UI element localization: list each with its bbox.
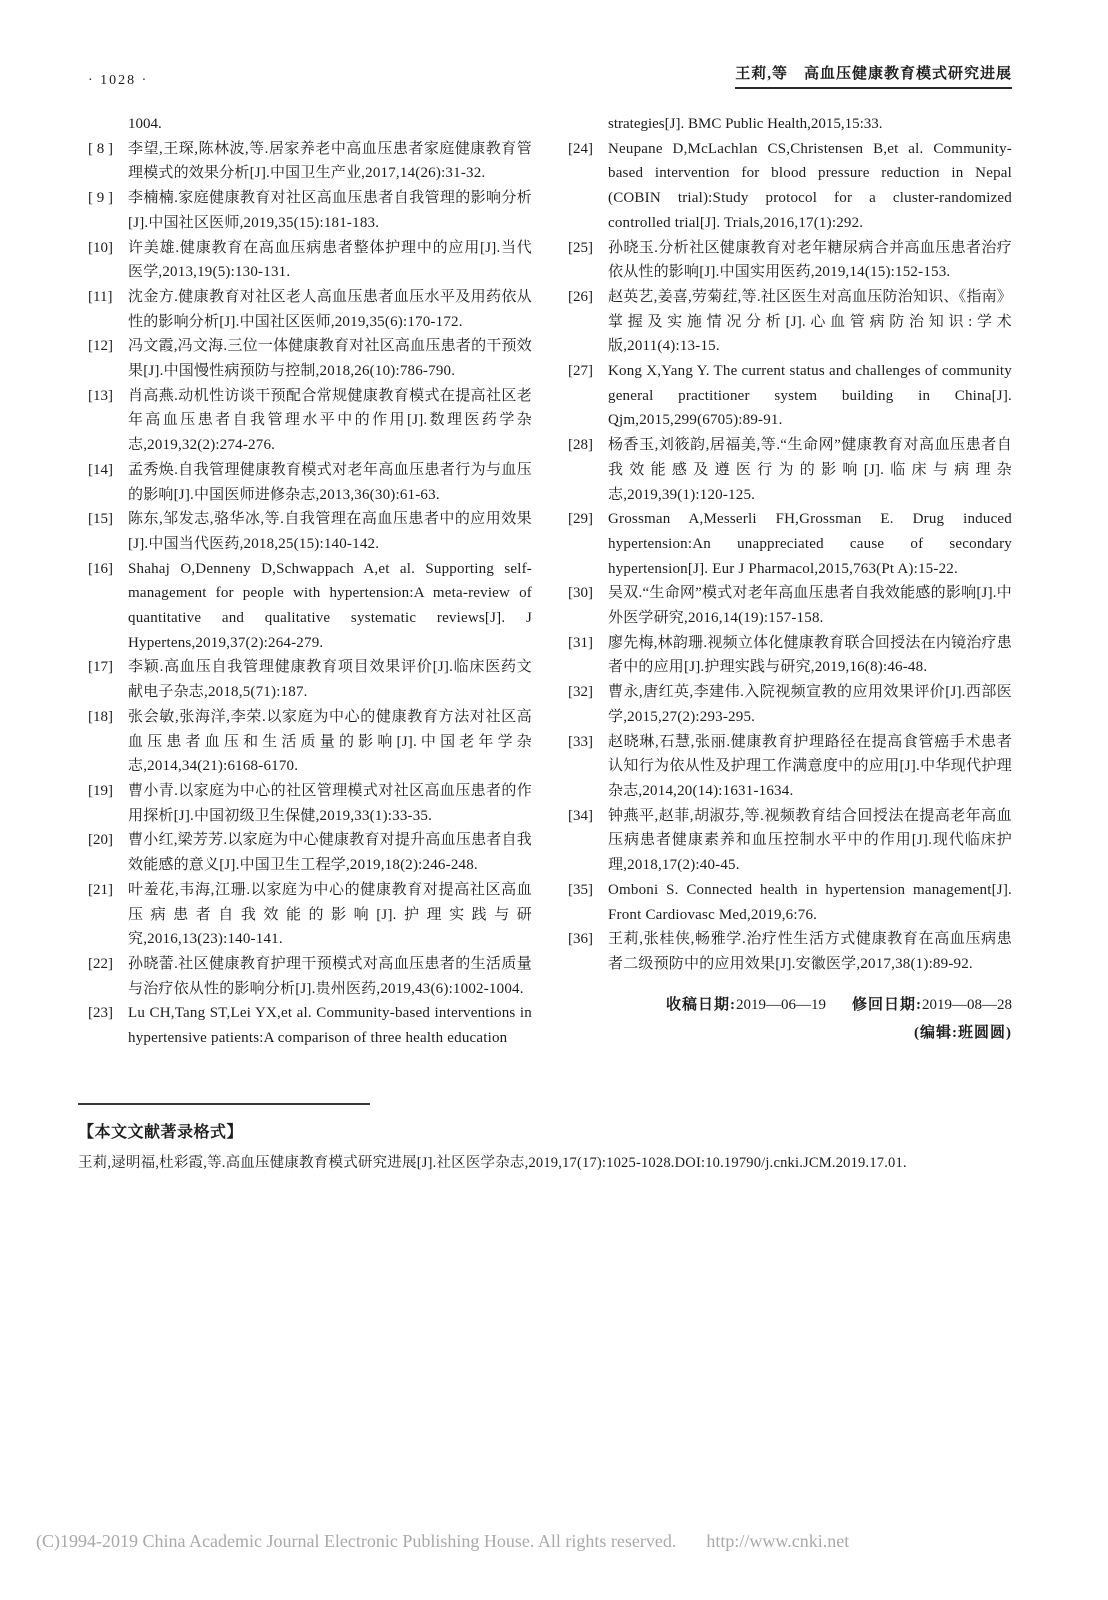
reference-item (568, 804, 1012, 878)
page-number: · 1028 · (88, 73, 149, 88)
reference-item (568, 680, 1012, 729)
reference-item (88, 186, 532, 235)
reference-number: [25] (568, 239, 593, 256)
left-column (88, 112, 532, 1051)
reference-text: 杨香玉,刘筱韵,居福美,等.“生命网”健康教育对高血压患者自我效能感及遵医行为的影响[J].临床与病理杂志,2019,39(1):120-125. (608, 437, 1012, 503)
reference-number: [19] (88, 782, 113, 799)
reference-text: 赵晓琳,石慧,张丽.健康教育护理路径在提高食管癌手术患者认知行为依从性及护理工作满意度中的应用[J].中华现代护理杂志,2014,20(14):1631-1634. (608, 733, 1012, 799)
reference-item (568, 507, 1012, 581)
reference-text: 钟燕平,赵菲,胡淑芬,等.视频教育结合回授法在提高老年高血压病患者健康素养和血压控制水平中的作用[J].现代临床护理,2018,17(2):40-45. (608, 807, 1012, 874)
reference-text: Shahaj O,Denneny D,Schwappach A,et al. Supporting self-management for people with hypertension:A meta-review of quantitative and qualitative systematic reviews[J]. J Hypertens,2019,37(2):264-279. (128, 560, 532, 651)
reference-text: Omboni S. Connected health in hypertension management[J]. Front Cardiovasc Med,2019,6:76. (608, 881, 1012, 923)
reference-item (88, 557, 532, 656)
reference-item (88, 878, 532, 952)
reference-item (568, 631, 1012, 680)
reference-number: [28] (568, 437, 593, 454)
reference-text: 赵英艺,姜喜,劳菊荭,等.社区医生对高血压防治知识、《指南》掌握及实施情况分析[J].心血管病防治知识:学术版,2011(4):13-15. (608, 288, 1012, 355)
reference-item (568, 236, 1012, 285)
reference-item (568, 581, 1012, 630)
reference-item (88, 334, 532, 383)
reference-number: [34] (568, 807, 593, 824)
reference-number: [30] (568, 585, 593, 602)
reference-text: 曹小红,梁芳芳.以家庭为中心健康教育对提升高血压患者自我效能感的意义[J].中国卫生工程学,2019,18(2):246-248. (128, 832, 532, 874)
received-date-value: 2019—06—19 (736, 996, 826, 1013)
reference-item (88, 285, 532, 334)
reference-item (88, 507, 532, 556)
reference-number: [26] (568, 288, 593, 305)
reference-number: [11] (88, 288, 113, 305)
reference-number: [10] (88, 239, 113, 256)
reference-text: 廖先梅,林韵珊.视频立体化健康教育联合回授法在内镜治疗患者中的应用[J].护理实践与研究,2019,16(8):46-48. (608, 634, 1012, 676)
reference-item (88, 458, 532, 507)
reference-text: 王莉,张桂侠,畅雅学.治疗性生活方式健康教育在高血压病患者二级预防中的应用效果[J].安徽医学,2017,38(1):89-92. (608, 931, 1012, 972)
cnki-watermark (36, 1531, 1088, 1552)
reference-item (568, 927, 1012, 976)
reference-item (568, 878, 1012, 927)
reference-item (88, 828, 532, 877)
reference-number: [33] (568, 733, 593, 750)
reference-item (568, 359, 1012, 433)
reference-item (568, 137, 1012, 236)
reference-number: [17] (88, 659, 113, 676)
reference-text: 冯文霞,冯文海.三位一体健康教育对社区高血压患者的干预效果[J].中国慢性病预防与控制,2018,26(10):786-790. (128, 338, 532, 380)
reference-item (88, 705, 532, 779)
reference-number: [21] (88, 881, 113, 898)
reference-item (88, 236, 532, 285)
reference-text: 李望,王琛,陈林波,等.居家养老中高血压患者家庭健康教育管理模式的效果分析[J].中国卫生产业,2017,14(26):31-32. (128, 140, 532, 182)
reference-text: Lu CH,Tang ST,Lei YX,et al. Community-based interventions in hypertensive patients:A comparison of three health education (128, 1005, 532, 1047)
reference-text: 孙晓玉.分析社区健康教育对老年糖尿病合并高血压患者治疗依从性的影响[J].中国实用医药,2019,14(15):152-153. (608, 239, 1012, 281)
reference-text: 叶羞花,韦海,江珊.以家庭为中心的健康教育对提高社区高血压病患者自我效能的影响[J].护理实践与研究,2016,13(23):140-141. (128, 881, 532, 948)
reference-text: 陈东,邹发志,骆华冰,等.自我管理在高血压患者中的应用效果[J].中国当代医药,2018,25(15):140-142. (128, 511, 532, 552)
reference-text: Neupane D,McLachlan CS,Christensen B,et al. Community-based intervention for blood pressure reduction in Nepal (COBIN trial):Study protocol for a cluster-randomized controlled trial[J]. Trials,2016,17(1):292. (608, 140, 1012, 231)
cnki-url: http://www.cnki.net (706, 1531, 850, 1551)
reference-item (88, 655, 532, 704)
reference-text: 曹永,唐红英,李建伟.入院视频宣教的应用效果评价[J].西部医学,2015,27(2):293-295. (608, 684, 1012, 725)
revised-date-value: 2019—08—28 (922, 996, 1012, 1013)
reference-number: [12] (88, 338, 113, 355)
reference-item (88, 779, 532, 828)
reference-text: 吴双.“生命网”模式对老年高血压患者自我效能感的影响[J].中外医学研究,2016,14(19):157-158. (608, 585, 1012, 627)
editor-credit: (编辑:班圆圆) (914, 1025, 1012, 1042)
citation-format-note (78, 1103, 1014, 1172)
right-column (568, 112, 1012, 1051)
reference-text: 肖高燕.动机性访谈干预配合常规健康教育模式在提高社区老年高血压患者自我管理水平中的作用[J].数理医药学杂志,2019,32(2):274-276. (128, 387, 532, 454)
reference-number: [16] (88, 560, 113, 577)
reference-number: [20] (88, 832, 113, 849)
reference-text: 曹小青.以家庭为中心的社区管理模式对社区高血压患者的作用探析[J].中国初级卫生保健,2019,33(1):33-35. (128, 782, 532, 824)
reference-number: [32] (568, 684, 593, 701)
page-header (88, 62, 1012, 89)
reference-item (88, 137, 532, 186)
reference-text: Grossman A,Messerli FH,Grossman E. Drug induced hypertension:An unappreciated cause of secondary hypertension[J]. Eur J Pharmacol,2015,763(Pt A):15-22. (608, 511, 1012, 577)
reference-text: 李楠楠.家庭健康教育对社区高血压患者自我管理的影响分析[J].中国社区医师,2019,35(15):181-183. (128, 190, 532, 231)
reference-number: [14] (88, 461, 113, 478)
manuscript-dates (568, 993, 1012, 1018)
reference-text: 李颖.高血压自我管理健康教育项目效果评价[J].临床医药文献电子杂志,2018,5(71):187. (128, 659, 532, 701)
citation-format-heading: 【本文文献著录格式】 (78, 1124, 244, 1141)
separator-rule (78, 1103, 370, 1105)
reference-number: [36] (568, 931, 593, 948)
reference-text: Kong X,Yang Y. The current status and challenges of community general practitioner system building in China[J]. Qjm,2015,299(6705):89-91. (608, 363, 1012, 429)
reference-number: [27] (568, 363, 593, 380)
running-title: 王莉,等 高血压健康教育模式研究进展 (735, 62, 1012, 89)
reference-text: 孟秀焕.自我管理健康教育模式对老年高血压患者行为与血压的影响[J].中国医师进修杂志,2013,36(30):61-63. (128, 461, 532, 503)
received-date-label: 收稿日期: (666, 996, 736, 1013)
reference-number: [35] (568, 881, 593, 898)
reference-carryover: 1004. (128, 116, 162, 132)
reference-number: [ 9 ] (88, 190, 113, 207)
reference-text: 张会敏,张海洋,李荣.以家庭为中心的健康教育方法对社区高血压患者血压和生活质量的影响[J].中国老年学杂志,2014,34(21):6168-6170. (128, 708, 532, 775)
reference-item (568, 285, 1012, 359)
reference-number: [31] (568, 634, 593, 651)
reference-text: 许美雄.健康教育在高血压病患者整体护理中的应用[J].当代医学,2013,19(5):130-131. (128, 239, 532, 281)
reference-text: 沈金方.健康教育对社区老人高血压患者血压水平及用药依从性的影响分析[J].中国社区医师,2019,35(6):170-172. (128, 288, 532, 330)
reference-number: [13] (88, 387, 113, 404)
reference-number: [ 8 ] (88, 140, 113, 157)
reference-columns (88, 112, 1012, 1051)
citation-format-text: 王莉,逯明福,杜彩霞,等.高血压健康教育模式研究进展[J].社区医学杂志,2019,17(17):1025-1028.DOI:10.19790/j.cnki.JCM.2019.17.01. (78, 1155, 907, 1171)
reference-item (88, 952, 532, 1001)
revised-date-label: 修回日期: (852, 996, 922, 1013)
reference-number: [22] (88, 955, 113, 972)
reference-number: [23] (88, 1005, 113, 1022)
reference-number: [24] (568, 140, 593, 157)
reference-item (88, 384, 532, 458)
reference-item (568, 433, 1012, 507)
reference-number: [29] (568, 511, 593, 528)
reference-carryover: strategies[J]. BMC Public Health,2015,15:33. (608, 116, 883, 132)
reference-item (568, 730, 1012, 804)
reference-number: [15] (88, 511, 113, 528)
reference-text: 孙晓蕾.社区健康教育护理干预模式对高血压患者的生活质量与治疗依从性的影响分析[J].贵州医药,2019,43(6):1002-1004. (128, 955, 532, 997)
reference-number: [18] (88, 708, 113, 725)
copyright-text: (C)1994-2019 China Academic Journal Electronic Publishing House. All rights reserved. (36, 1531, 677, 1551)
reference-item (88, 1001, 532, 1050)
